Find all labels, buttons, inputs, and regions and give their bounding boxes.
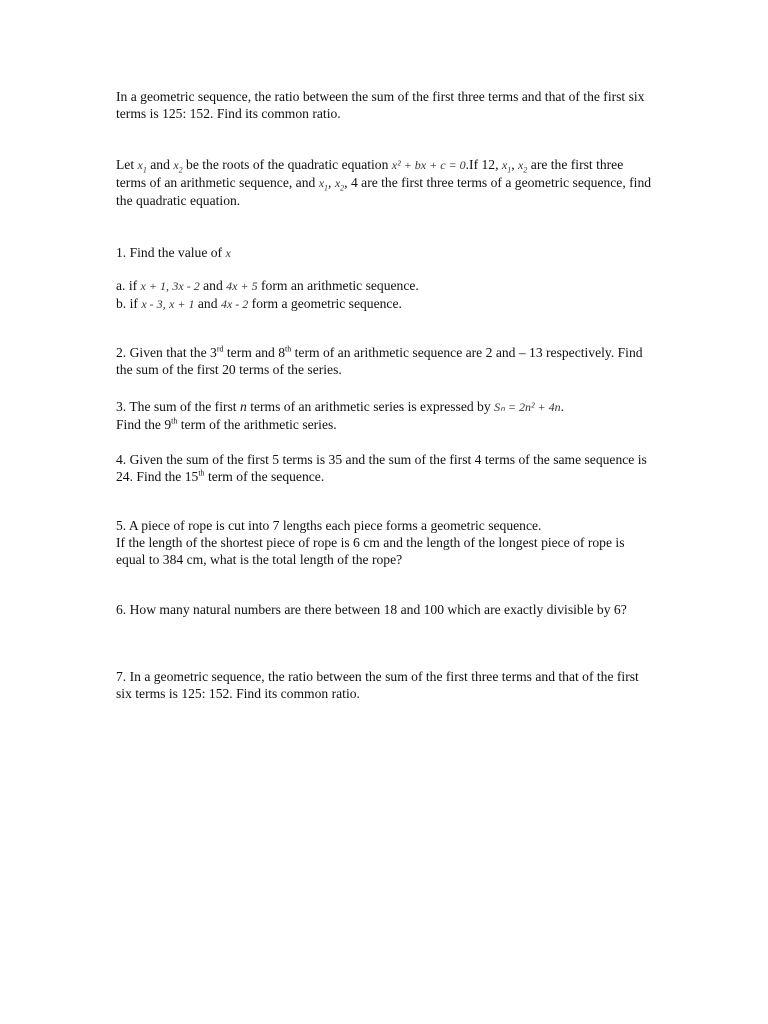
- question-5: [116, 517, 656, 568]
- question-3: 3. The sum of the first n terms of an arithmetic series is expressed by Sₙ = 2n² + 4n. Find the 9th term of the arithmetic series.: [116, 399, 565, 432]
- term-3b: 4x - 2: [220, 297, 249, 311]
- x1-symbol: $x_1$: [501, 158, 512, 175]
- roots-text-2: and: [150, 157, 170, 172]
- question-4: 4. Given the sum of the first 5 terms is 35 and the sum of the first 4 terms of the same sequence is 24. Find the 15th term of the sequence.: [116, 452, 647, 484]
- x2-symbol: $x_2$: [334, 176, 345, 193]
- question-intro: [116, 88, 656, 122]
- x1-symbol: $x_1$: [137, 158, 147, 175]
- question-1a: a. if x + 1, 3x - 2 and 4x + 5 form an arithmetic sequence.: [116, 278, 419, 293]
- roots-text-1: Let: [116, 157, 135, 172]
- question-7: 7. In a geometric sequence, the ratio between the sum of the first three terms and that of the first six terms is 125: 152. Find its common ratio.: [116, 669, 639, 701]
- question-1-heading: 1. Find the value of x: [116, 245, 231, 260]
- roots-text-3: be the roots of the quadratic equation: [186, 157, 389, 172]
- x1-symbol: $x_1$: [318, 176, 329, 193]
- term-2a: 3x - 2: [172, 279, 200, 293]
- x2-symbol: $x_2$: [518, 158, 528, 175]
- sum-formula: Sₙ = 2n² + 4n: [494, 400, 561, 414]
- term-1a: x + 1,: [140, 279, 169, 293]
- term-3a: 4x + 5: [226, 279, 258, 293]
- roots-text-4: .If 12,: [465, 157, 499, 172]
- question-6: 6. How many natural numbers are there between 18 and 100 which are exactly divisible by 6?: [116, 602, 627, 617]
- question-2: 2. Given that the 3rd term and 8th term of an arithmetic sequence are 2 and – 13 respectively. Find the sum of the first 20 terms of the series.: [116, 344, 643, 377]
- variable-n: n: [239, 399, 247, 414]
- roots-text-8: , 4 are the first three terms of a geometric sequence, find the quadratic equation.: [116, 175, 652, 208]
- roots-text-5: ,: [511, 157, 515, 172]
- term-1b: x - 3,: [141, 297, 166, 311]
- term-2b: x + 1: [169, 297, 195, 311]
- question-5-line-2: If the length of the shortest piece of rope is 6 cm and the length of the longest piece of rope is equal to 384 cm, what is the total length of the rope?: [116, 535, 625, 567]
- question-intro-text: In a geometric sequence, the ratio between the sum of the first three terms and that of the first six terms is 125: 152. Find its common ratio.: [116, 89, 645, 121]
- x2-symbol: $x_2$: [173, 158, 183, 175]
- roots-text-6: are the first three terms of an arithmetic sequence, and: [116, 157, 624, 190]
- question-1b: b. if x - 3, x + 1 and 4x - 2 form a geometric sequence.: [116, 296, 402, 311]
- question-1: [116, 244, 656, 313]
- quadratic-equation: x² + bx + c = 0: [391, 158, 466, 172]
- question-roots: [116, 156, 656, 209]
- question-5-line-1: 5. A piece of rope is cut into 7 lengths each piece forms a geometric sequence.: [116, 518, 542, 533]
- variable-x: x: [225, 246, 231, 260]
- roots-text-7: ,: [328, 175, 332, 190]
